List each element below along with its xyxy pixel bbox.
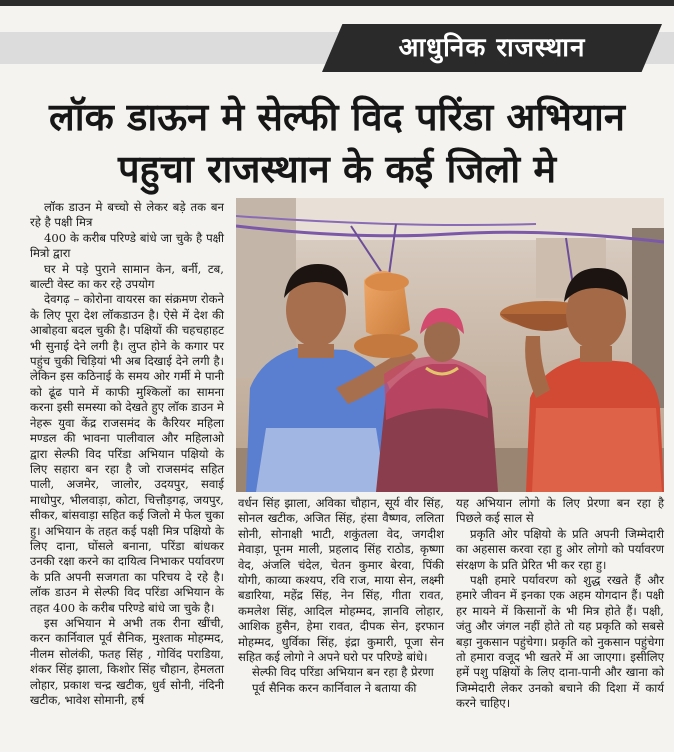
headline-line-1: लॉक डाऊन मे सेल्फी विद परिंडा अभियान (49, 95, 625, 139)
article-photo (236, 198, 664, 492)
article-column-1 (30, 200, 224, 708)
section-title: आधुनिक राजस्थान (398, 33, 586, 63)
body-paragraph: इस अभियान मे अभी तक रीना खींची, करन कार्निवाल पूर्व सैनिक, मुश्ताक मोहम्मद, नीलम सोलंकी, फतह सिंह , गोविंद पराडिया, शंकर सिंह झाला, किशोर सिंह चौहान, हेमलता लोहार, प्रकाश चन्द्र खटीक, धुर्व सोनी, नंदिनी खटीक, भावेश सोमानी, हर्ष (30, 615, 224, 707)
body-paragraph: यह अभियान लोगो के लिए प्रेरणा बन रहा है पिछले कई साल से (456, 496, 664, 526)
headline-line-2: पहुचा राजस्थान के कई जिलो मे (117, 147, 557, 191)
body-paragraph: देवगढ़ – कोरोना वायरस का संक्रमण रोकने के लिए पूरा देश लॉकडाउन है। ऐसे में देश की आबोहवा बदल चुकी है। पक्षियों की चहचहाहट भी सुनाई देने लगी है। लुप्त होने के कगार पर पहुंच चुकी चिड़ियां भी अब दिखाई देने लगी है। लेकिन इस कठिनाई के समय ओर गर्मी मे पानी को ढूंढ पाने में काफी मुश्किलों का सामना करना इसी समस्या को देखते हुए लॉक डाउन मे नेहरू युवा केंद्र राजसमंद के कैरियर महिला मण्डल की भावना पालीवाल और महिलाओ द्वारा सेल्फी विद परिंडा अभियान पक्षियो के लिए सहारा बन रहा है जो राजसमंद सहित पाली, अजमेर, जालोर, उदयपुर, सवाई माधोपुर, भीलवाड़ा, कोटा, चित्तौड़गढ़, जयपुर, सीकर, बांसवाड़ा सहित कई जिलो मे फेल चुका हु। अभियान के तहत कई पक्षी मित्र पक्षियो के लिए दाना, घोंसले बनाना, परिंडा बांधकर उनकी रक्षा करने का दायित्व निभाकर पर्यावरण के प्रति अपनी सजगता का परिचय दे रहे है। लॉक डाउन मे सेल्फी विद परिंडा अभियान के तहत 400 के करीब परिण्डे बांधे जा चुके है। (30, 292, 224, 615)
subhead-inline: सेल्फी विद परिंडा अभियान बन रहा है प्रेरणा (252, 665, 434, 680)
subhead-3: घर मे पड़े पुराने सामान केन, बर्नी, टब, बाल्टी वेस्ट का कर रहे उपयोग (30, 261, 224, 292)
photo-illustration (236, 198, 664, 492)
article-column-3 (456, 496, 664, 712)
section-masthead (0, 24, 674, 72)
top-border (0, 0, 674, 6)
body-paragraph: पूर्व सैनिक करन कार्निवाल ने बताया की (252, 680, 417, 695)
article-column-2 (238, 496, 444, 696)
subhead-2: 400 के करीब परिण्डे बांधे जा चुके है पक्षी मित्रो द्वारा (30, 230, 224, 261)
body-paragraph: पक्षी हमारे पर्यावरण को शुद्ध रखते हैं और हमारे जीवन में इनका एक अहम योगदान हैं। पक्षी हर मायने में किसानों के भी मित्र होते हैं। पक्षी, जंतु और जंगल नहीं होते तो यह प्रकृति को सबसे बड़ा नुकसान पहुंचेगा। प्रकृति को नुकसान पहुंचेगा तो हमारा वजूद भी खतरे में आ जाएगा। इसीलिए हमें पशु पक्षियों के लिए दाना-पानी और खाना को जिम्मेदारी लेकर उनको बचाने की दिशा में कार्य करने चाहिए। (456, 573, 664, 711)
subhead-1: लॉक डाउन मे बच्चो से लेकर बड़े तक बन रहे है पक्षी मित्र (30, 200, 224, 230)
body-paragraph: वर्धन सिंह झाला, अविका चौहान, सूर्य वीर सिंह, सोनल खटीक, अजित सिंह, हंसा वैष्णव, ललिता सोनी, सोनाक्षी भाटी, शकुंतला वेद, जगदीश मेवाड़ा, पूनम माली, प्रहलाद सिंह राठोड, कृष्णा वेद, अंजलि चंदेल, चेतन कुमार बेरवा, पिंकी योगी, काव्या कश्यप, रवि राज, माया सेन, लक्ष्मी बडारिया, महेंद्र सिंह, नेन सिंह, गीता रावत, कमलेश सिंह, आदिल मोहम्मद, ज्ञानवि लोहार, आशिक हुसैन, हेमा रावत, दीपक सेन, इरफान मोहम्मद, धुर्विका सिंह, इंद्रा कुमारी, पूजा सेन सहित कई लोगो ने अपने घरो पर परिण्डे बांधे। (238, 496, 444, 665)
body-paragraph: प्रकृति ओर पक्षियो के प्रति अपनी जिम्मेदारी का अहसास करवा रहा हु ओर लोगो को पर्यावरण संरक्षण के प्रति प्रेरित भी कर रहा हु। (456, 526, 664, 572)
